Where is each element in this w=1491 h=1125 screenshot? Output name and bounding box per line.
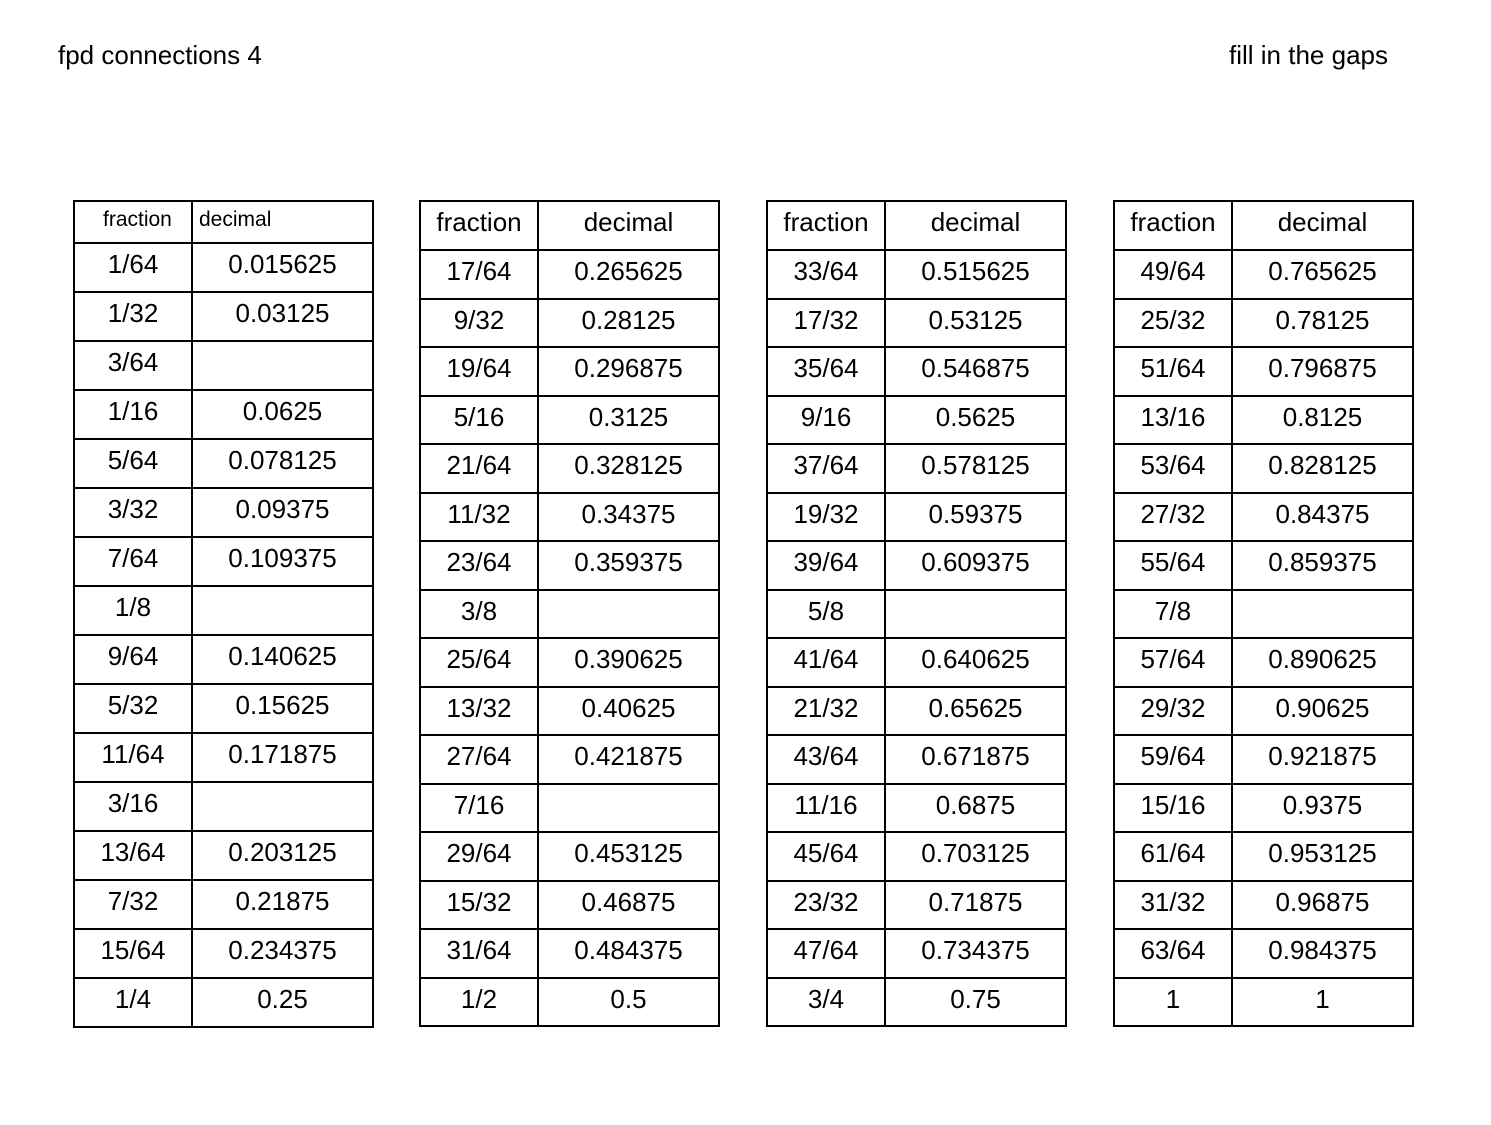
- fraction-cell: 47/64: [767, 929, 885, 978]
- fraction-cell: 11/32: [420, 493, 538, 542]
- fraction-cell: 53/64: [1114, 444, 1232, 493]
- table-row: [420, 832, 719, 881]
- fraction-cell: 5/32: [74, 684, 192, 733]
- table-row: [74, 292, 373, 341]
- decimal-cell: 0.453125: [538, 832, 719, 881]
- fraction-cell: 61/64: [1114, 832, 1232, 881]
- fraction-cell: 3/64: [74, 341, 192, 390]
- table-row: [1114, 396, 1413, 445]
- table-row: [74, 929, 373, 978]
- table-row: [1114, 687, 1413, 736]
- decimal-cell: 1: [1232, 978, 1413, 1027]
- table-row: [420, 638, 719, 687]
- decimal-blank-cell[interactable]: [1232, 590, 1413, 639]
- fraction-cell: 21/64: [420, 444, 538, 493]
- decimal-cell: 0.96875: [1232, 881, 1413, 930]
- fraction-cell: 11/16: [767, 784, 885, 833]
- fraction-cell: 3/8: [420, 590, 538, 639]
- fraction-cell: 1: [1114, 978, 1232, 1027]
- table-row: [767, 299, 1066, 348]
- table-row: [1114, 347, 1413, 396]
- decimal-cell: 0.171875: [192, 733, 373, 782]
- fraction-cell: 19/64: [420, 347, 538, 396]
- table-row: [420, 299, 719, 348]
- table-row: [420, 541, 719, 590]
- table-row: [420, 687, 719, 736]
- decimal-header: decimal: [538, 201, 719, 250]
- fraction-table-4: [1113, 200, 1414, 1027]
- fraction-cell: 1/16: [74, 390, 192, 439]
- decimal-header: decimal: [1232, 201, 1413, 250]
- table-row: [1114, 784, 1413, 833]
- decimal-cell: 0.46875: [538, 881, 719, 930]
- fraction-cell: 55/64: [1114, 541, 1232, 590]
- decimal-cell: 0.53125: [885, 299, 1066, 348]
- decimal-cell: 0.359375: [538, 541, 719, 590]
- fraction-cell: 19/32: [767, 493, 885, 542]
- decimal-cell: 0.703125: [885, 832, 1066, 881]
- table-row: [74, 880, 373, 929]
- table-row: [74, 733, 373, 782]
- decimal-cell: 0.890625: [1232, 638, 1413, 687]
- decimal-cell: 0.578125: [885, 444, 1066, 493]
- decimal-cell: 0.671875: [885, 735, 1066, 784]
- decimal-cell: 0.203125: [192, 831, 373, 880]
- fraction-cell: 15/16: [1114, 784, 1232, 833]
- fraction-cell: 1/2: [420, 978, 538, 1027]
- fraction-cell: 1/8: [74, 586, 192, 635]
- table-row: [767, 493, 1066, 542]
- fraction-cell: 13/64: [74, 831, 192, 880]
- table-row: [74, 488, 373, 537]
- decimal-blank-cell[interactable]: [538, 784, 719, 833]
- fraction-cell: 35/64: [767, 347, 885, 396]
- fraction-cell: 13/32: [420, 687, 538, 736]
- table-row: [420, 444, 719, 493]
- fraction-table-3: [766, 200, 1067, 1027]
- decimal-cell: 0.84375: [1232, 493, 1413, 542]
- fraction-cell: 43/64: [767, 735, 885, 784]
- table-row: [767, 784, 1066, 833]
- table-row: [74, 537, 373, 586]
- fraction-cell: 27/64: [420, 735, 538, 784]
- table-row: [74, 684, 373, 733]
- fraction-cell: 1/64: [74, 243, 192, 292]
- table-row: [1114, 929, 1413, 978]
- worksheet-title: fpd connections 4: [58, 40, 262, 70]
- table-header-row: [74, 201, 373, 243]
- decimal-cell: 0.34375: [538, 493, 719, 542]
- table-row: [1114, 250, 1413, 299]
- fraction-cell: 9/16: [767, 396, 885, 445]
- fraction-header: fraction: [420, 201, 538, 250]
- table-row: [767, 396, 1066, 445]
- table-row: [420, 493, 719, 542]
- table-row: [1114, 590, 1413, 639]
- table-row: [420, 347, 719, 396]
- fraction-cell: 3/32: [74, 488, 192, 537]
- table-row: [74, 439, 373, 488]
- table-row: [767, 929, 1066, 978]
- table-row: [74, 831, 373, 880]
- table-row: [420, 881, 719, 930]
- decimal-cell: 0.21875: [192, 880, 373, 929]
- fraction-cell: 41/64: [767, 638, 885, 687]
- decimal-cell: 0.140625: [192, 635, 373, 684]
- table-row: [74, 782, 373, 831]
- decimal-cell: 0.0625: [192, 390, 373, 439]
- fraction-cell: 57/64: [1114, 638, 1232, 687]
- table-row: [767, 347, 1066, 396]
- table-row: [767, 541, 1066, 590]
- decimal-cell: 0.90625: [1232, 687, 1413, 736]
- decimal-cell: 0.234375: [192, 929, 373, 978]
- table-row: [420, 929, 719, 978]
- fraction-cell: 7/8: [1114, 590, 1232, 639]
- decimal-header: decimal: [192, 201, 373, 243]
- fraction-cell: 9/64: [74, 635, 192, 684]
- table-row: [767, 832, 1066, 881]
- decimal-cell: 0.15625: [192, 684, 373, 733]
- table-row: [767, 735, 1066, 784]
- table-row: [74, 635, 373, 684]
- decimal-blank-cell[interactable]: [192, 782, 373, 831]
- fraction-cell: 3/4: [767, 978, 885, 1027]
- fraction-header: fraction: [1114, 201, 1232, 250]
- fraction-table-1: [73, 200, 374, 1028]
- decimal-blank-cell[interactable]: [538, 590, 719, 639]
- fraction-cell: 1/32: [74, 292, 192, 341]
- decimal-cell: 0.984375: [1232, 929, 1413, 978]
- decimal-cell: 0.546875: [885, 347, 1066, 396]
- fraction-cell: 45/64: [767, 832, 885, 881]
- decimal-cell: 0.921875: [1232, 735, 1413, 784]
- decimal-cell: 0.28125: [538, 299, 719, 348]
- decimal-cell: 0.953125: [1232, 832, 1413, 881]
- fraction-cell: 1/4: [74, 978, 192, 1027]
- worksheet-instruction: fill in the gaps: [1229, 40, 1388, 70]
- decimal-cell: 0.609375: [885, 541, 1066, 590]
- decimal-cell: 0.8125: [1232, 396, 1413, 445]
- decimal-cell: 0.9375: [1232, 784, 1413, 833]
- decimal-cell: 0.5625: [885, 396, 1066, 445]
- fraction-cell: 17/32: [767, 299, 885, 348]
- fraction-header: fraction: [767, 201, 885, 250]
- table-row: [1114, 638, 1413, 687]
- decimal-cell: 0.09375: [192, 488, 373, 537]
- table-row: [1114, 978, 1413, 1027]
- table-row: [420, 396, 719, 445]
- fraction-cell: 5/16: [420, 396, 538, 445]
- decimal-cell: 0.03125: [192, 292, 373, 341]
- fraction-cell: 31/64: [420, 929, 538, 978]
- table-row: [1114, 541, 1413, 590]
- decimal-cell: 0.078125: [192, 439, 373, 488]
- fraction-cell: 5/64: [74, 439, 192, 488]
- decimal-cell: 0.421875: [538, 735, 719, 784]
- decimal-cell: 0.015625: [192, 243, 373, 292]
- fraction-cell: 31/32: [1114, 881, 1232, 930]
- table-row: [767, 590, 1066, 639]
- fraction-cell: 11/64: [74, 733, 192, 782]
- decimal-cell: 0.109375: [192, 537, 373, 586]
- decimal-header: decimal: [885, 201, 1066, 250]
- decimal-cell: 0.5: [538, 978, 719, 1027]
- table-row: [74, 586, 373, 635]
- fraction-cell: 33/64: [767, 250, 885, 299]
- table-row: [74, 341, 373, 390]
- fraction-cell: 59/64: [1114, 735, 1232, 784]
- fraction-cell: 39/64: [767, 541, 885, 590]
- decimal-cell: 0.390625: [538, 638, 719, 687]
- table-row: [1114, 881, 1413, 930]
- fraction-cell: 23/32: [767, 881, 885, 930]
- fraction-cell: 27/32: [1114, 493, 1232, 542]
- decimal-cell: 0.515625: [885, 250, 1066, 299]
- fraction-cell: 29/64: [420, 832, 538, 881]
- fraction-header: fraction: [74, 201, 192, 243]
- decimal-cell: 0.40625: [538, 687, 719, 736]
- fraction-cell: 29/32: [1114, 687, 1232, 736]
- decimal-cell: 0.65625: [885, 687, 1066, 736]
- fraction-cell: 5/8: [767, 590, 885, 639]
- table-header-row: [1114, 201, 1413, 250]
- decimal-cell: 0.265625: [538, 250, 719, 299]
- table-row: [1114, 832, 1413, 881]
- fraction-table-2: [419, 200, 720, 1027]
- decimal-cell: 0.59375: [885, 493, 1066, 542]
- decimal-blank-cell[interactable]: [192, 341, 373, 390]
- decimal-cell: 0.3125: [538, 396, 719, 445]
- fraction-cell: 9/32: [420, 299, 538, 348]
- fraction-cell: 17/64: [420, 250, 538, 299]
- fraction-cell: 7/16: [420, 784, 538, 833]
- decimal-cell: 0.296875: [538, 347, 719, 396]
- decimal-cell: 0.640625: [885, 638, 1066, 687]
- table-row: [767, 638, 1066, 687]
- table-row: [74, 243, 373, 292]
- table-row: [1114, 735, 1413, 784]
- fraction-cell: 15/32: [420, 881, 538, 930]
- fraction-cell: 13/16: [1114, 396, 1232, 445]
- table-header-row: [420, 201, 719, 250]
- decimal-cell: 0.734375: [885, 929, 1066, 978]
- fraction-cell: 21/32: [767, 687, 885, 736]
- table-header-row: [767, 201, 1066, 250]
- fraction-cell: 23/64: [420, 541, 538, 590]
- table-row: [1114, 299, 1413, 348]
- table-row: [420, 250, 719, 299]
- table-row: [420, 784, 719, 833]
- fraction-cell: 7/32: [74, 880, 192, 929]
- decimal-cell: 0.25: [192, 978, 373, 1027]
- decimal-cell: 0.328125: [538, 444, 719, 493]
- fraction-cell: 25/64: [420, 638, 538, 687]
- table-row: [767, 250, 1066, 299]
- decimal-cell: 0.75: [885, 978, 1066, 1027]
- table-row: [767, 687, 1066, 736]
- fraction-cell: 49/64: [1114, 250, 1232, 299]
- table-row: [1114, 444, 1413, 493]
- table-row: [74, 978, 373, 1027]
- decimal-cell: 0.765625: [1232, 250, 1413, 299]
- decimal-cell: 0.78125: [1232, 299, 1413, 348]
- table-row: [1114, 493, 1413, 542]
- decimal-cell: 0.484375: [538, 929, 719, 978]
- decimal-blank-cell[interactable]: [192, 586, 373, 635]
- decimal-cell: 0.6875: [885, 784, 1066, 833]
- table-row: [767, 978, 1066, 1027]
- decimal-cell: 0.828125: [1232, 444, 1413, 493]
- decimal-cell: 0.796875: [1232, 347, 1413, 396]
- table-row: [767, 881, 1066, 930]
- fraction-cell: 63/64: [1114, 929, 1232, 978]
- fraction-cell: 51/64: [1114, 347, 1232, 396]
- table-row: [420, 590, 719, 639]
- table-row: [420, 735, 719, 784]
- table-row: [767, 444, 1066, 493]
- decimal-cell: 0.859375: [1232, 541, 1413, 590]
- fraction-cell: 37/64: [767, 444, 885, 493]
- fraction-cell: 7/64: [74, 537, 192, 586]
- fraction-cell: 25/32: [1114, 299, 1232, 348]
- table-row: [420, 978, 719, 1027]
- fraction-cell: 15/64: [74, 929, 192, 978]
- fraction-cell: 3/16: [74, 782, 192, 831]
- decimal-blank-cell[interactable]: [885, 590, 1066, 639]
- table-row: [74, 390, 373, 439]
- decimal-cell: 0.71875: [885, 881, 1066, 930]
